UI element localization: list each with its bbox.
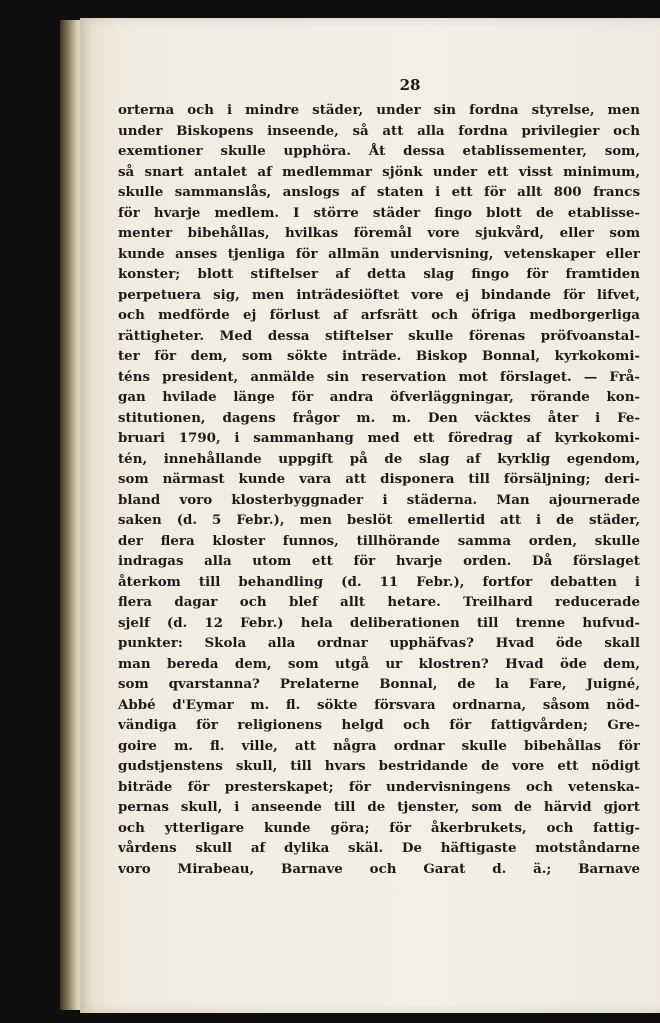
- text-line: kunde anses tjenliga för allmän undervisning, vetenskaper eller: [118, 245, 640, 262]
- text-line: och medförde ej förlust af arfsrätt och öfriga medborgerliga: [118, 307, 640, 323]
- text-line: under Biskopens inseende, så att alla fordna privilegier och: [118, 122, 640, 139]
- text-line: stitutionen, dagens frågor m. m. Den väcktes åter i Fe-: [118, 409, 640, 426]
- text-line: saken (d. 5 Febr.), men beslöt emellertid att i de städer,: [118, 512, 640, 528]
- text-line: orterna och i mindre städer, under sin fordna styrelse, men: [118, 102, 640, 118]
- text-line: pernas skull, i anseende till de tjenster, som de härvid gjort: [118, 799, 640, 815]
- text-line: skulle sammanslås, anslogs af staten i ett för allt 800 francs: [118, 184, 640, 200]
- text-line: bland voro klosterbyggnader i städerna. Man ajournerade: [118, 491, 640, 508]
- text-line: bruari 1790, i sammanhang med ett föredrag af kyrkokomi-: [118, 430, 640, 446]
- text-line: flera dagar och blef allt hetare. Treilhard reducerade: [118, 594, 640, 610]
- text-line: gan hvilade länge för andra öfverläggningar, rörande kon-: [118, 389, 640, 405]
- page-number: 28: [399, 76, 421, 94]
- text-line: vändiga för religionens helgd och för fattigvården; Gre-: [118, 717, 640, 733]
- text-line: Abbé d'Eymar m. fl. sökte försvara ordnarna, såsom nöd-: [118, 696, 640, 713]
- text-line: och ytterligare kunde göra; för åkerbrukets, och fattig-: [118, 819, 640, 836]
- text-line: återkom till behandling (d. 11 Febr.), fortfor debatten i: [118, 573, 640, 590]
- text-line: så snart antalet af medlemmar sjönk under ett visst minimum,: [118, 163, 640, 180]
- text-line: konster; blott stiftelser af detta slag fingo för framtiden: [118, 266, 640, 282]
- text-line: gudstjenstens skull, till hvars bestridande de vore ett nödigt: [118, 758, 640, 774]
- text-line: sjelf (d. 12 Febr.) hela deliberationen till trenne hufvud-: [118, 614, 640, 631]
- text-line: voro Mirabeau, Barnave och Garat d. ä.; Barnave: [118, 860, 640, 877]
- text-line: för hvarje medlem. I större städer fingo blott de etablisse-: [118, 204, 640, 221]
- text-line: menter bibehållas, hvilkas föremål vore sjukvård, eller som: [118, 225, 640, 241]
- text-line: rättigheter. Med dessa stiftelser skulle förenas pröfvoanstal-: [118, 327, 640, 344]
- text-line: som qvarstanna? Prelaterne Bonnal, de la Fare, Juigné,: [118, 676, 640, 692]
- text-line: tén, innehållande uppgift på de slag af kyrklig egendom,: [118, 450, 640, 467]
- text-line: punkter: Skola alla ordnar upphäfvas? Hvad öde skall: [118, 635, 640, 651]
- text-line: biträde för presterskapet; för undervisningens och vetenska-: [118, 778, 640, 795]
- body-text: [118, 100, 640, 879]
- text-line: vårdens skull af dylika skäl. De häftigaste motståndarne: [118, 840, 640, 856]
- text-line: man bereda dem, som utgå ur klostren? Hvad öde dem,: [118, 655, 640, 672]
- text-line: exemtioner skulle upphöra. Åt dessa etablissementer, som,: [118, 143, 640, 159]
- text-line: indragas alla utom ett för hvarje orden. Då förslaget: [118, 553, 640, 569]
- text-line: der flera kloster funnos, tillhörande samma orden, skulle: [118, 532, 640, 549]
- text-line: téns president, anmälde sin reservation mot förslaget. — Frå-: [118, 368, 640, 385]
- text-line: goire m. fl. ville, att några ordnar skulle bibehållas för: [118, 737, 640, 754]
- text-line: perpetuera sig, men inträdesiöftet vore ej bindande för lifvet,: [118, 286, 640, 303]
- text-line: som närmast kunde vara att disponera till försäljning; deri-: [118, 471, 640, 487]
- text-line: ter för dem, som sökte inträde. Biskop Bonnal, kyrkokomi-: [118, 348, 640, 364]
